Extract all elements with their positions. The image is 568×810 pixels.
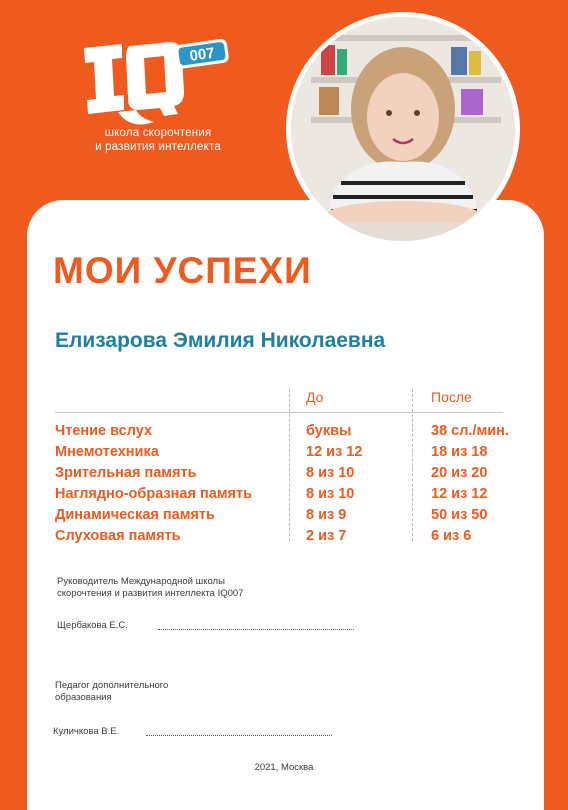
page-title: МОИ УСПЕХИ [53, 250, 312, 291]
result-after: 38 сл./мин. [431, 423, 509, 439]
column-divider-2 [412, 389, 413, 541]
column-header-after: После [431, 389, 472, 405]
logo-caption-line1: школа скорочтения [104, 127, 212, 139]
director-title-line1: Руководитель Международной школы [57, 576, 225, 587]
result-label: Динамическая память [55, 507, 215, 523]
result-before: 8 из 10 [306, 465, 355, 481]
column-header-before: До [306, 389, 324, 405]
result-before: 12 из 12 [306, 444, 363, 460]
result-before: 8 из 9 [306, 507, 347, 523]
result-after: 18 из 18 [431, 444, 488, 460]
footer-place-date: 2021, Москва [254, 762, 314, 773]
result-label: Мнемотехника [55, 444, 159, 460]
director-title [57, 576, 243, 600]
logo-caption [78, 126, 238, 154]
director-title-line2: скорочтения и развития интеллекта IQ007 [57, 588, 244, 599]
logo-badge-text: 007 [188, 44, 216, 65]
result-after: 6 из 6 [431, 528, 472, 544]
student-name: Елизарова Эмилия Николаевна [55, 329, 386, 352]
header-divider [55, 412, 503, 413]
teacher-name: Куличкова В.Е. [53, 726, 120, 737]
teacher-title [55, 680, 168, 704]
result-before: буквы [306, 423, 352, 439]
column-divider-1 [289, 389, 290, 541]
result-after: 12 из 12 [431, 486, 488, 502]
teacher-signature-line [146, 735, 332, 736]
teacher-title-line1: Педагог дополнительного [55, 680, 169, 691]
logo-caption-line2: и развития интеллекта [95, 141, 221, 153]
result-label: Наглядно-образная память [55, 486, 252, 502]
student-photo [286, 12, 520, 246]
result-after: 50 из 50 [431, 507, 488, 523]
iq-logo-mark [78, 34, 238, 129]
director-signature-line [158, 629, 354, 630]
result-label: Чтение вслух [55, 423, 153, 439]
result-before: 2 из 7 [306, 528, 347, 544]
director-name: Щербакова Е.С. [57, 620, 128, 631]
result-before: 8 из 10 [306, 486, 355, 502]
teacher-title-line2: образования [55, 692, 112, 703]
result-after: 20 из 20 [431, 465, 488, 481]
result-label: Слуховая память [55, 528, 181, 544]
result-label: Зрительная память [55, 465, 197, 481]
